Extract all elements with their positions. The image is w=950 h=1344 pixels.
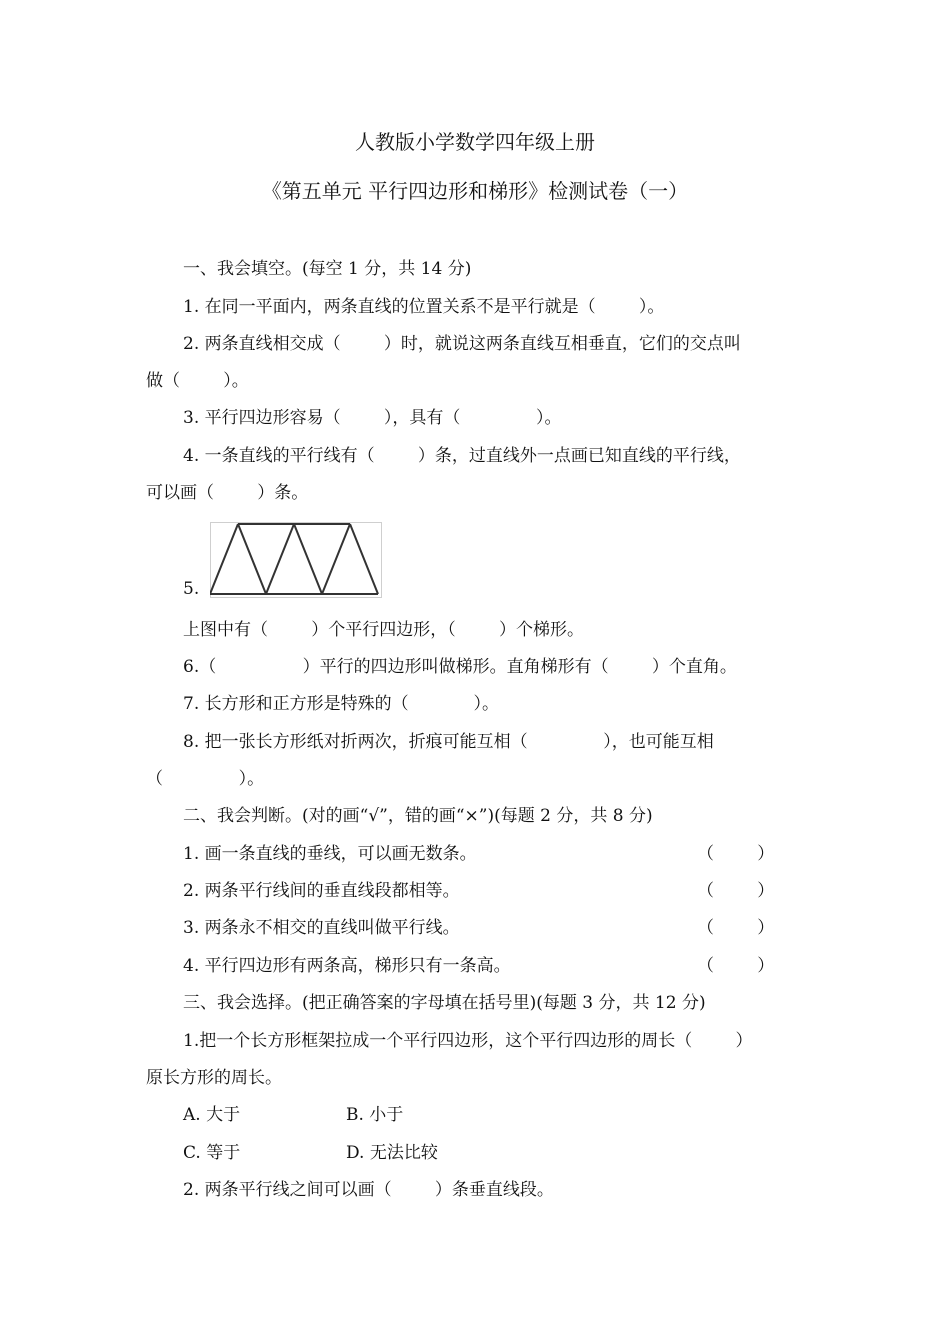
section3-heading: 三、我会选择。(把正确答案的字母填在括号里)(每题 3 分，共 12 分) (183, 993, 706, 1013)
judgement-answer-3[interactable]: （ ） (697, 918, 775, 938)
judgement-item-1: 1. 画一条直线的垂线，可以画无数条。 (183, 844, 477, 864)
judgement-answer-2[interactable]: （ ） (697, 881, 775, 901)
figure-edge-6 (350, 524, 378, 594)
judgement-item-2: 2. 两条平行线间的垂直线段都相等。 (183, 881, 460, 901)
question-1-2-line2: 做（ ）。 (146, 371, 249, 391)
figure-edge-3 (266, 524, 294, 594)
option-a: A. 大于 (183, 1105, 241, 1125)
question-1-5-number: 5. (183, 579, 200, 599)
exam-title: 人教版小学数学四年级上册 (355, 130, 595, 154)
figure-edge-2 (238, 524, 266, 594)
judgement-item-4: 4. 平行四边形有两条高，梯形只有一条高。 (183, 956, 511, 976)
question-1-1: 1. 在同一平面内，两条直线的位置关系不是平行就是（ ）。 (183, 297, 665, 317)
question-1-4-line1: 4. 一条直线的平行线有（ ）条，过直线外一点画已知直线的平行线， (183, 446, 741, 466)
question-1-5-text: 上图中有（ ）个平行四边形，（ ）个梯形。 (183, 620, 584, 640)
choice-question-2: 2. 两条平行线之间可以画（ ）条垂直线段。 (183, 1180, 554, 1200)
judgement-answer-4[interactable]: （ ） (697, 956, 775, 976)
exam-subtitle: 《第五单元 平行四边形和梯形》检测试卷（一） (261, 179, 689, 203)
option-c: C. 等于 (183, 1143, 241, 1163)
choice-question-1-line1: 1.把一个长方形框架拉成一个平行四边形，这个平行四边形的周长（ ） (183, 1031, 753, 1051)
question-1-8-line2: （ ）。 (146, 769, 265, 789)
figure-edge-5 (322, 524, 350, 594)
option-d: D. 无法比较 (346, 1143, 438, 1163)
judgement-item-3: 3. 两条永不相交的直线叫做平行线。 (183, 918, 460, 938)
question-1-8-line1: 8. 把一张长方形纸对折两次，折痕可能互相（ ），也可能互相 (183, 732, 714, 752)
question-1-2-line1: 2. 两条直线相交成（ ）时，就说这两条直线互相垂直，它们的交点叫 (183, 334, 741, 354)
question-1-6: 6.（ ）平行的四边形叫做梯形。直角梯形有（ ）个直角。 (183, 657, 737, 677)
figure-edge-1 (210, 524, 238, 594)
judgement-answer-1[interactable]: （ ） (697, 844, 775, 864)
choice-question-1-line2: 原长方形的周长。 (146, 1068, 282, 1088)
section2-heading: 二、我会判断。(对的画“√”，错的画“×”)(每题 2 分，共 8 分) (183, 806, 653, 826)
figure-edge-4 (294, 524, 322, 594)
section1-heading: 一、我会填空。(每空 1 分，共 14 分) (183, 259, 472, 279)
question-1-4-line2: 可以画（ ）条。 (146, 483, 309, 503)
option-b: B. 小于 (346, 1105, 404, 1125)
figure-frame (211, 523, 382, 598)
question-1-3: 3. 平行四边形容易（ ），具有（ ）。 (183, 408, 562, 428)
question-1-7: 7. 长方形和正方形是特殊的（ ）。 (183, 694, 499, 714)
triangle-strip-figure (210, 522, 382, 598)
